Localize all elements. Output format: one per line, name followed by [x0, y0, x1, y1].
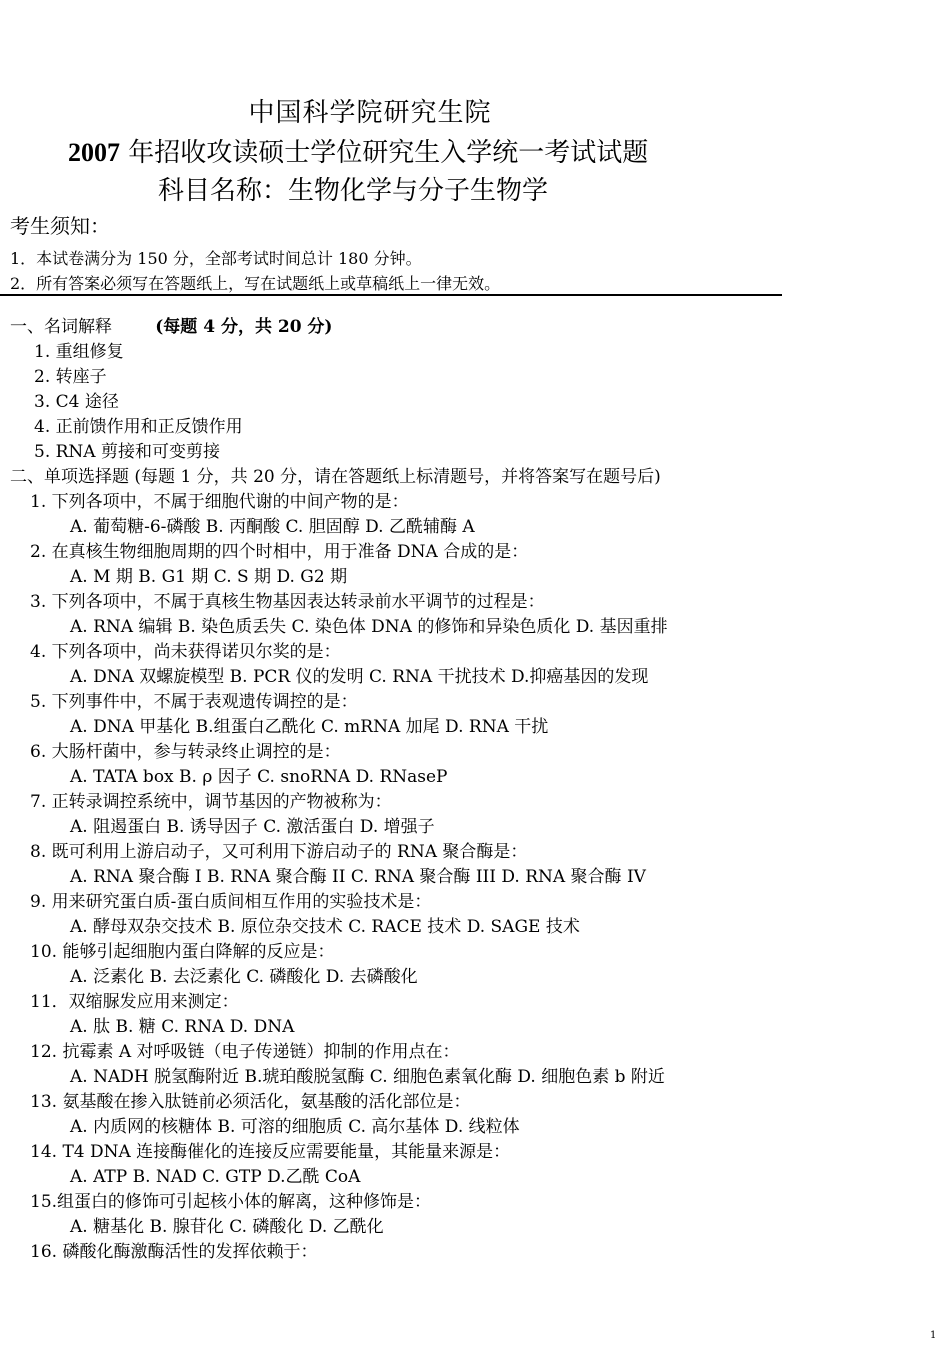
question-stem: 7. 正转录调控系统中，调节基因的产物被称为： [30, 792, 392, 812]
question-stem: 14. T4 DNA 连接酶催化的连接反应需要能量，其能量来源是： [30, 1142, 511, 1162]
question-stem: 3. 下列各项中，不属于真核生物基因表达转录前水平调节的过程是： [30, 592, 545, 612]
exam-title-text: 年招收攻读硕士学位研究生入学统一考试试题 [128, 138, 649, 168]
institution-title: 中国科学院研究生院 [248, 98, 492, 128]
question-stem: 6. 大肠杆菌中，参与转录终止调控的是： [30, 742, 341, 762]
question-options: A. M 期 B. G1 期 C. S 期 D. G2 期 [70, 567, 348, 587]
term-item: 2. 转座子 [34, 367, 107, 387]
question-stem: 2. 在真核生物细胞周期的四个时相中，用于准备 DNA 合成的是： [30, 542, 529, 562]
question-stem: 11．双缩脲发应用来测定： [30, 992, 239, 1012]
section1-scoring: (每题 4 分，共 20 分) [155, 317, 333, 337]
question-options: A. 糖基化 B. 腺苷化 C. 磷酸化 D. 乙酰化 [70, 1217, 384, 1237]
question-options: A. 阻遏蛋白 B. 诱导因子 C. 激活蛋白 D. 增强子 [70, 817, 435, 837]
notice-item: 1．本试卷满分为 150 分，全部考试时间总计 180 分钟。 [10, 249, 422, 268]
notice-item: 2．所有答案必须写在答题纸上，写在试题纸上或草稿纸上一律无效。 [10, 274, 501, 293]
question-stem: 9. 用来研究蛋白质-蛋白质间相互作用的实验技术是： [30, 892, 432, 912]
exam-year: 2007 [68, 138, 120, 167]
section1-title: 一、名词解释 [10, 317, 112, 337]
question-stem: 8. 既可利用上游启动子，又可利用下游启动子的 RNA 聚合酶是： [30, 842, 528, 862]
question-options: A. NADH 脱氢酶附近 B.琥珀酸脱氢酶 C. 细胞色素氧化酶 D. 细胞色素 b 附近 [70, 1067, 665, 1087]
question-options: A. RNA 聚合酶 I B. RNA 聚合酶 II C. RNA 聚合酶 III D. RNA 聚合酶 IV [70, 867, 646, 887]
page-number: 1 [930, 1330, 937, 1341]
question-stem: 4. 下列各项中，尚未获得诺贝尔奖的是： [30, 642, 341, 662]
question-options: A. ATP B. NAD C. GTP D.乙酰 CoA [70, 1167, 361, 1187]
question-stem: 1. 下列各项中，不属于细胞代谢的中间产物的是： [30, 492, 409, 512]
term-item: 4. 正前馈作用和正反馈作用 [34, 417, 243, 437]
question-options: A. 肽 B. 糖 C. RNA D. DNA [70, 1017, 295, 1037]
question-stem: 12. 抗霉素 A 对呼吸链（电子传递链）抑制的作用点在： [30, 1042, 460, 1062]
divider [0, 294, 782, 296]
question-options: A. 葡萄糖-6-磷酸 B. 丙酮酸 C. 胆固醇 D. 乙酰辅酶 A [70, 517, 475, 537]
question-options: A. 内质网的核糖体 B. 可溶的细胞质 C. 高尔基体 D. 线粒体 [70, 1117, 520, 1137]
question-stem: 10. 能够引起细胞内蛋白降解的反应是： [30, 942, 335, 962]
question-stem: 5. 下列事件中，不属于表观遗传调控的是： [30, 692, 358, 712]
question-options: A. 酵母双杂交技术 B. 原位杂交技术 C. RACE 技术 D. SAGE 技术 [70, 917, 580, 937]
section2-title: 二、单项选择题 (每题 1 分，共 20 分，请在答题纸上标清题号，并将答案写在题号后) [10, 467, 661, 487]
exam-title [68, 132, 648, 169]
question-stem: 13. 氨基酸在掺入肽链前必须活化，氨基酸的活化部位是： [30, 1092, 471, 1112]
subject-name: 科目名称：生物化学与分子生物学 [158, 176, 549, 206]
notice-heading: 考生须知： [10, 214, 110, 238]
question-options: A. 泛素化 B. 去泛素化 C. 磷酸化 D. 去磷酸化 [70, 967, 418, 987]
question-options: A. RNA 编辑 B. 染色质丢失 C. 染色体 DNA 的修饰和异染色质化 D. 基因重排 [70, 617, 668, 637]
question-options: A. TATA box B. ρ 因子 C. snoRNA D. RNaseP [70, 767, 448, 787]
question-stem: 16. 磷酸化酶激酶活性的发挥依赖于： [30, 1242, 318, 1262]
term-item: 1. 重组修复 [34, 342, 124, 362]
question-options: A. DNA 双螺旋模型 B. PCR 仪的发明 C. RNA 干扰技术 D.抑癌基因的发现 [70, 667, 649, 687]
question-stem: 15.组蛋白的修饰可引起核小体的解离，这种修饰是： [30, 1192, 432, 1212]
term-item: 5. RNA 剪接和可变剪接 [34, 442, 220, 462]
section1-header [10, 316, 332, 338]
term-item: 3. C4 途径 [34, 392, 119, 412]
question-options: A. DNA 甲基化 B.组蛋白乙酰化 C. mRNA 加尾 D. RNA 干扰 [70, 717, 549, 737]
